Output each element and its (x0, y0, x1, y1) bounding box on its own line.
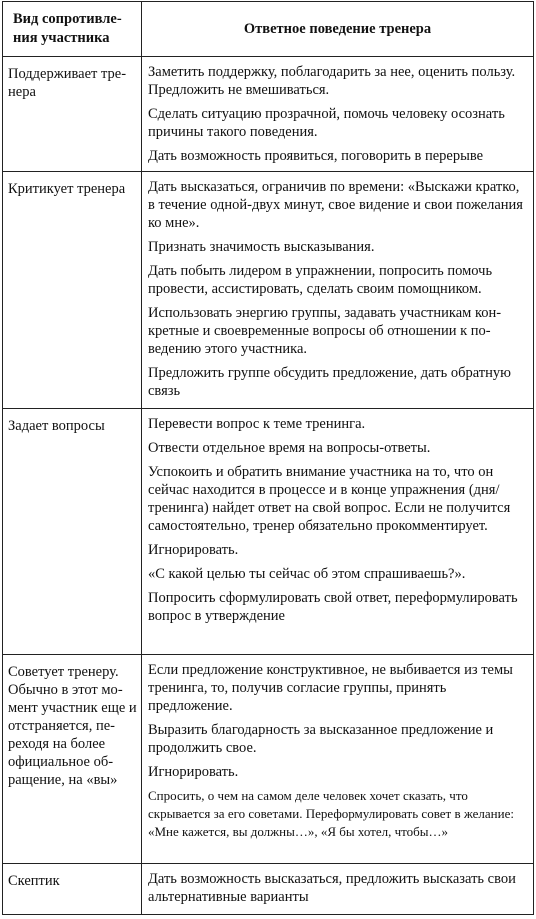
response-item: Дать возможность высказаться, предложить высказать свои альтернативные варианты (148, 871, 516, 905)
resistance-type: Критикует тренера (3, 172, 142, 409)
table-row (3, 172, 534, 409)
response-item: Если предложение конструктивное, не выбивается из темы тренинга, то, получив согласие группы, принять предложение. (148, 662, 513, 714)
response-item: Игнорировать. (148, 764, 239, 780)
response-item: Игнорировать. (148, 542, 239, 558)
response-item: Дать возможность проявиться, поговорить в перерыве (148, 148, 484, 164)
response-item: Сделать ситуацию прозрачной, помочь человеку осознать причины такого поведения. (148, 106, 505, 140)
resistance-type: Поддерживает тренера (3, 57, 142, 172)
response-item: Заметить поддержку, поблагодарить за нее, оценить пользу. Предложить не вмешиваться. (148, 64, 516, 98)
response-cell (142, 655, 534, 864)
response-cell (142, 57, 534, 172)
table-row (3, 864, 534, 915)
response-item: Дать высказаться, ограничив по времени: «Выскажи кратко, в течение одной-двух минут, свое видение и свои пожелания ко мне». (148, 179, 523, 231)
resistance-type: Советует тренеру. Обычно в этот момент участник еще и отстраняется, переходя на более официальное обращение, на «вы» (3, 655, 142, 864)
resistance-type: Задает вопросы (3, 409, 142, 655)
response-item: Признать значимость высказывания. (148, 239, 375, 255)
response-item: Дать побыть лидером в упражнении, попросить помочь провести, ассистировать, сделать своим помощником. (148, 263, 493, 297)
header-trainer-response: Ответное поведение тренера (142, 2, 534, 57)
table-row (3, 655, 534, 864)
response-cell (142, 409, 534, 655)
response-item: Предложить группе обсудить предложение, дать обратную связь (148, 365, 511, 399)
response-item: Перевести вопрос к теме тренинга. (148, 416, 366, 432)
response-item: Отвести отдельное время на вопросы-ответы. (148, 440, 431, 456)
response-item: Выразить благодарность за высказанное предложение и продолжить свое. (148, 722, 494, 756)
response-item: «С какой целью ты сейчас об этом спрашиваешь?». (148, 566, 466, 582)
response-item: Успокоить и обратить внимание участника на то, что он сейчас находится в процессе и в конце упражнения (дня/тренинга) найдет ответ на свой вопрос. Если не получится самостоятельно, тренер обязательно прокомментирует. (148, 464, 511, 534)
response-item: Спросить, о чем на самом деле человек хочет сказать, что скрывается за его советами. Переформулировать совет в желание: «Мне кажется, вы должны…», «Я бы хотел, чтобы…» (148, 788, 514, 839)
header-participant-resistance: Вид сопротивления участника (3, 2, 142, 57)
response-cell (142, 172, 534, 409)
response-item: Использовать энергию группы, задавать участникам конкретные и своевременные вопросы об отношении к поведению этого участника. (148, 305, 502, 357)
table-row (3, 409, 534, 655)
response-cell (142, 864, 534, 915)
resistance-type: Скептик (3, 864, 142, 915)
resistance-table (2, 1, 534, 915)
table-row (3, 57, 534, 172)
response-item: Попросить сформулировать свой ответ, переформулировать вопрос в утверждение (148, 590, 518, 624)
header-row (3, 2, 534, 57)
